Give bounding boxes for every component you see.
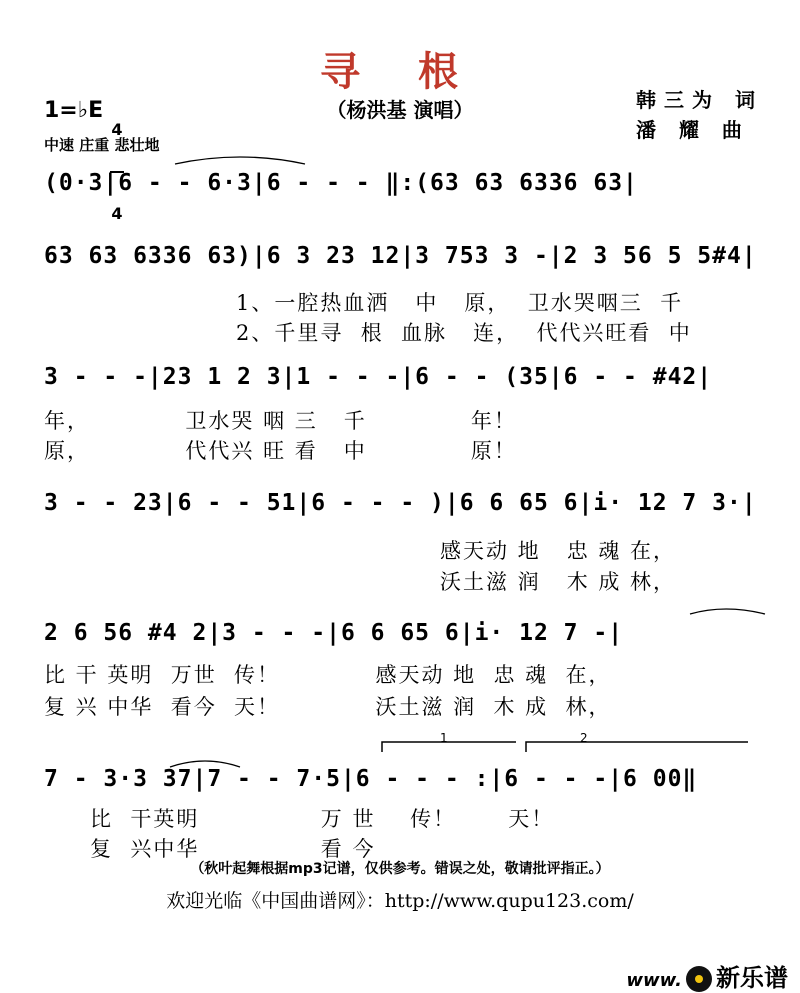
lyric-line-5-verse-2: 复 兴 中华 看今 天！ 沃土滋 润 木 成 林，: [44, 695, 612, 719]
lyric-line-2-verse-1: 1、一腔热血洒 中 原， 卫水哭咽三 千: [236, 291, 684, 315]
performer-subtitle: （杨洪基 演唱）: [326, 98, 474, 122]
time-signature-bottom: 4: [111, 204, 123, 223]
score-line-2: 63 63 6336 63)|6 3 23 12|3 753 3 -|2 3 56 5 5#4|: [44, 243, 757, 269]
lyricist-credit: 韩三为 词: [636, 88, 763, 112]
logo-text: 新乐谱: [716, 964, 788, 992]
time-signature-top: 4: [111, 120, 123, 139]
key-signature: 1=♭E: [44, 98, 104, 123]
score-line-3: 3 - - -|23 1 2 3|1 - - -|6 - - (35|6 - - #42|: [44, 364, 713, 390]
volta-1-label: 1: [440, 731, 448, 745]
slur-line-5: [690, 609, 765, 614]
song-title: 寻 根: [320, 48, 480, 95]
site-banner: 欢迎光临《中国曲谱网》：http://www.qupu123.com/: [166, 890, 634, 912]
logo-prefix: www.: [626, 970, 682, 991]
lyric-line-3-verse-1: 年， 卫水哭 咽 三 千 年！: [44, 409, 517, 433]
lyric-line-4-verse-1: 感天动 地 忠 魂 在，: [440, 539, 677, 563]
score-line-6: 7 - 3·3 37|7 - - 7·5|6 - - - :|6 - - -|6 00‖: [44, 766, 698, 792]
lyric-line-4-verse-2: 沃土滋 润 木 成 林，: [440, 570, 677, 594]
score-line-1: (0·3|6 - - 6·3|6 - - - ‖:(63 63 6336 63|: [44, 170, 638, 196]
lyric-line-6-verse-2: 复 兴中华 看 今: [90, 837, 376, 861]
tempo-marking: 中速 庄重 悲壮地: [44, 136, 160, 154]
lyric-line-3-verse-2: 原， 代代兴 旺 看 中 原！: [44, 439, 517, 463]
lyric-line-2-verse-2: 2、千里寻 根 血脉 连， 代代兴旺看 中: [236, 321, 692, 345]
lyric-line-6-verse-1: 比 干英明 万 世 传！ 天！: [90, 807, 555, 831]
volta-2-label: 2: [580, 731, 588, 745]
record-disc-icon: [686, 966, 712, 992]
composer-credit: 潘 耀 曲: [636, 118, 750, 142]
slur-line-1: [175, 157, 305, 164]
score-line-4: 3 - - 23|6 - - 51|6 - - - )|6 6 65 6|i· 12 7 3·|: [44, 490, 757, 516]
volta-bracket-1: [382, 742, 516, 752]
site-logo: [610, 930, 788, 993]
transcriber-note: （秋叶起舞根据mp3记谱，仅供参考。错误之处，敬请批评指正。）: [190, 861, 610, 877]
lyric-line-5-verse-1: 比 干 英明 万世 传！ 感天动 地 忠 魂 在，: [44, 663, 612, 687]
volta-bracket-2: [526, 742, 748, 752]
score-line-5: 2 6 56 #4 2|3 - - -|6 6 65 6|i· 12 7 -|: [44, 620, 624, 646]
